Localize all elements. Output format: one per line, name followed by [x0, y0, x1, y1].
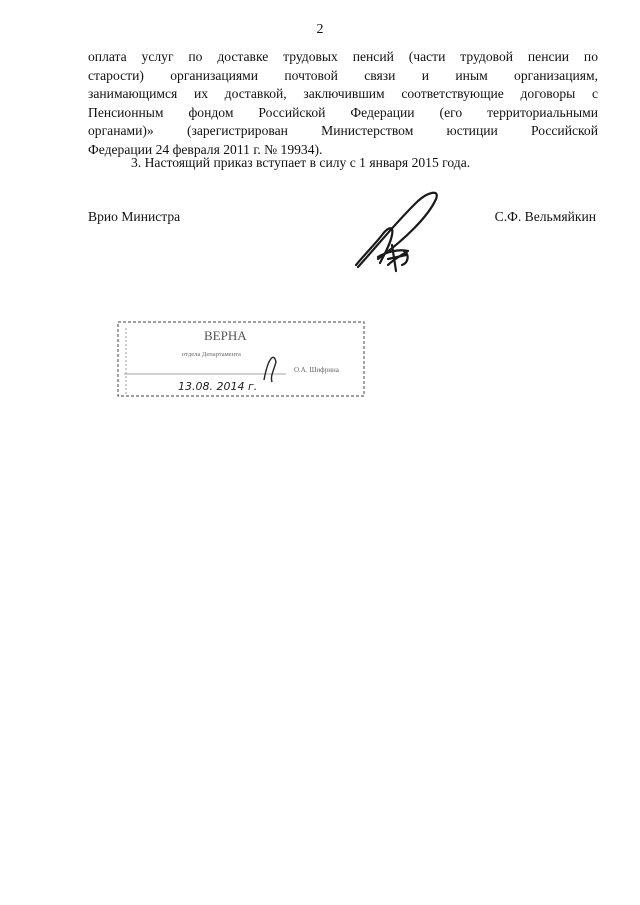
- handwritten-signature: [348, 185, 444, 275]
- stamp-header: ВЕРНА: [204, 328, 247, 343]
- certification-stamp: [116, 318, 368, 398]
- point-3: 3. Настоящий приказ вступает в силу с 1 января 2015 года.: [131, 155, 471, 170]
- text-line: старости) организациями почтовой связи и иным организациям,: [88, 67, 598, 83]
- page-number: 2: [316, 22, 324, 37]
- text-line: занимающимся их доставкой, заключившим соответствующие договоры с: [88, 86, 598, 102]
- text-line: органами)» (зарегистрирован Министерством юстиции Российской: [88, 123, 598, 139]
- paragraph-continuation: [88, 48, 598, 160]
- text-line: оплата услуг по доставке трудовых пенсий (части трудовой пенсии по: [88, 49, 598, 64]
- stamp-date: 13.08. 2014 г.: [178, 380, 258, 393]
- stamp-line2: О.А. Шифрина: [294, 366, 339, 374]
- stamp-line1: отдела Департамента: [182, 351, 241, 358]
- text-line: Пенсионным фондом Российской Федерации (его территориальными: [88, 104, 598, 120]
- text-line: Федерации 24 февраля 2011 г. № 19934).: [88, 141, 323, 157]
- signatory-name: С.Ф. Вельмяйкин: [494, 209, 596, 224]
- signatory-title: Врио Министра: [88, 209, 181, 224]
